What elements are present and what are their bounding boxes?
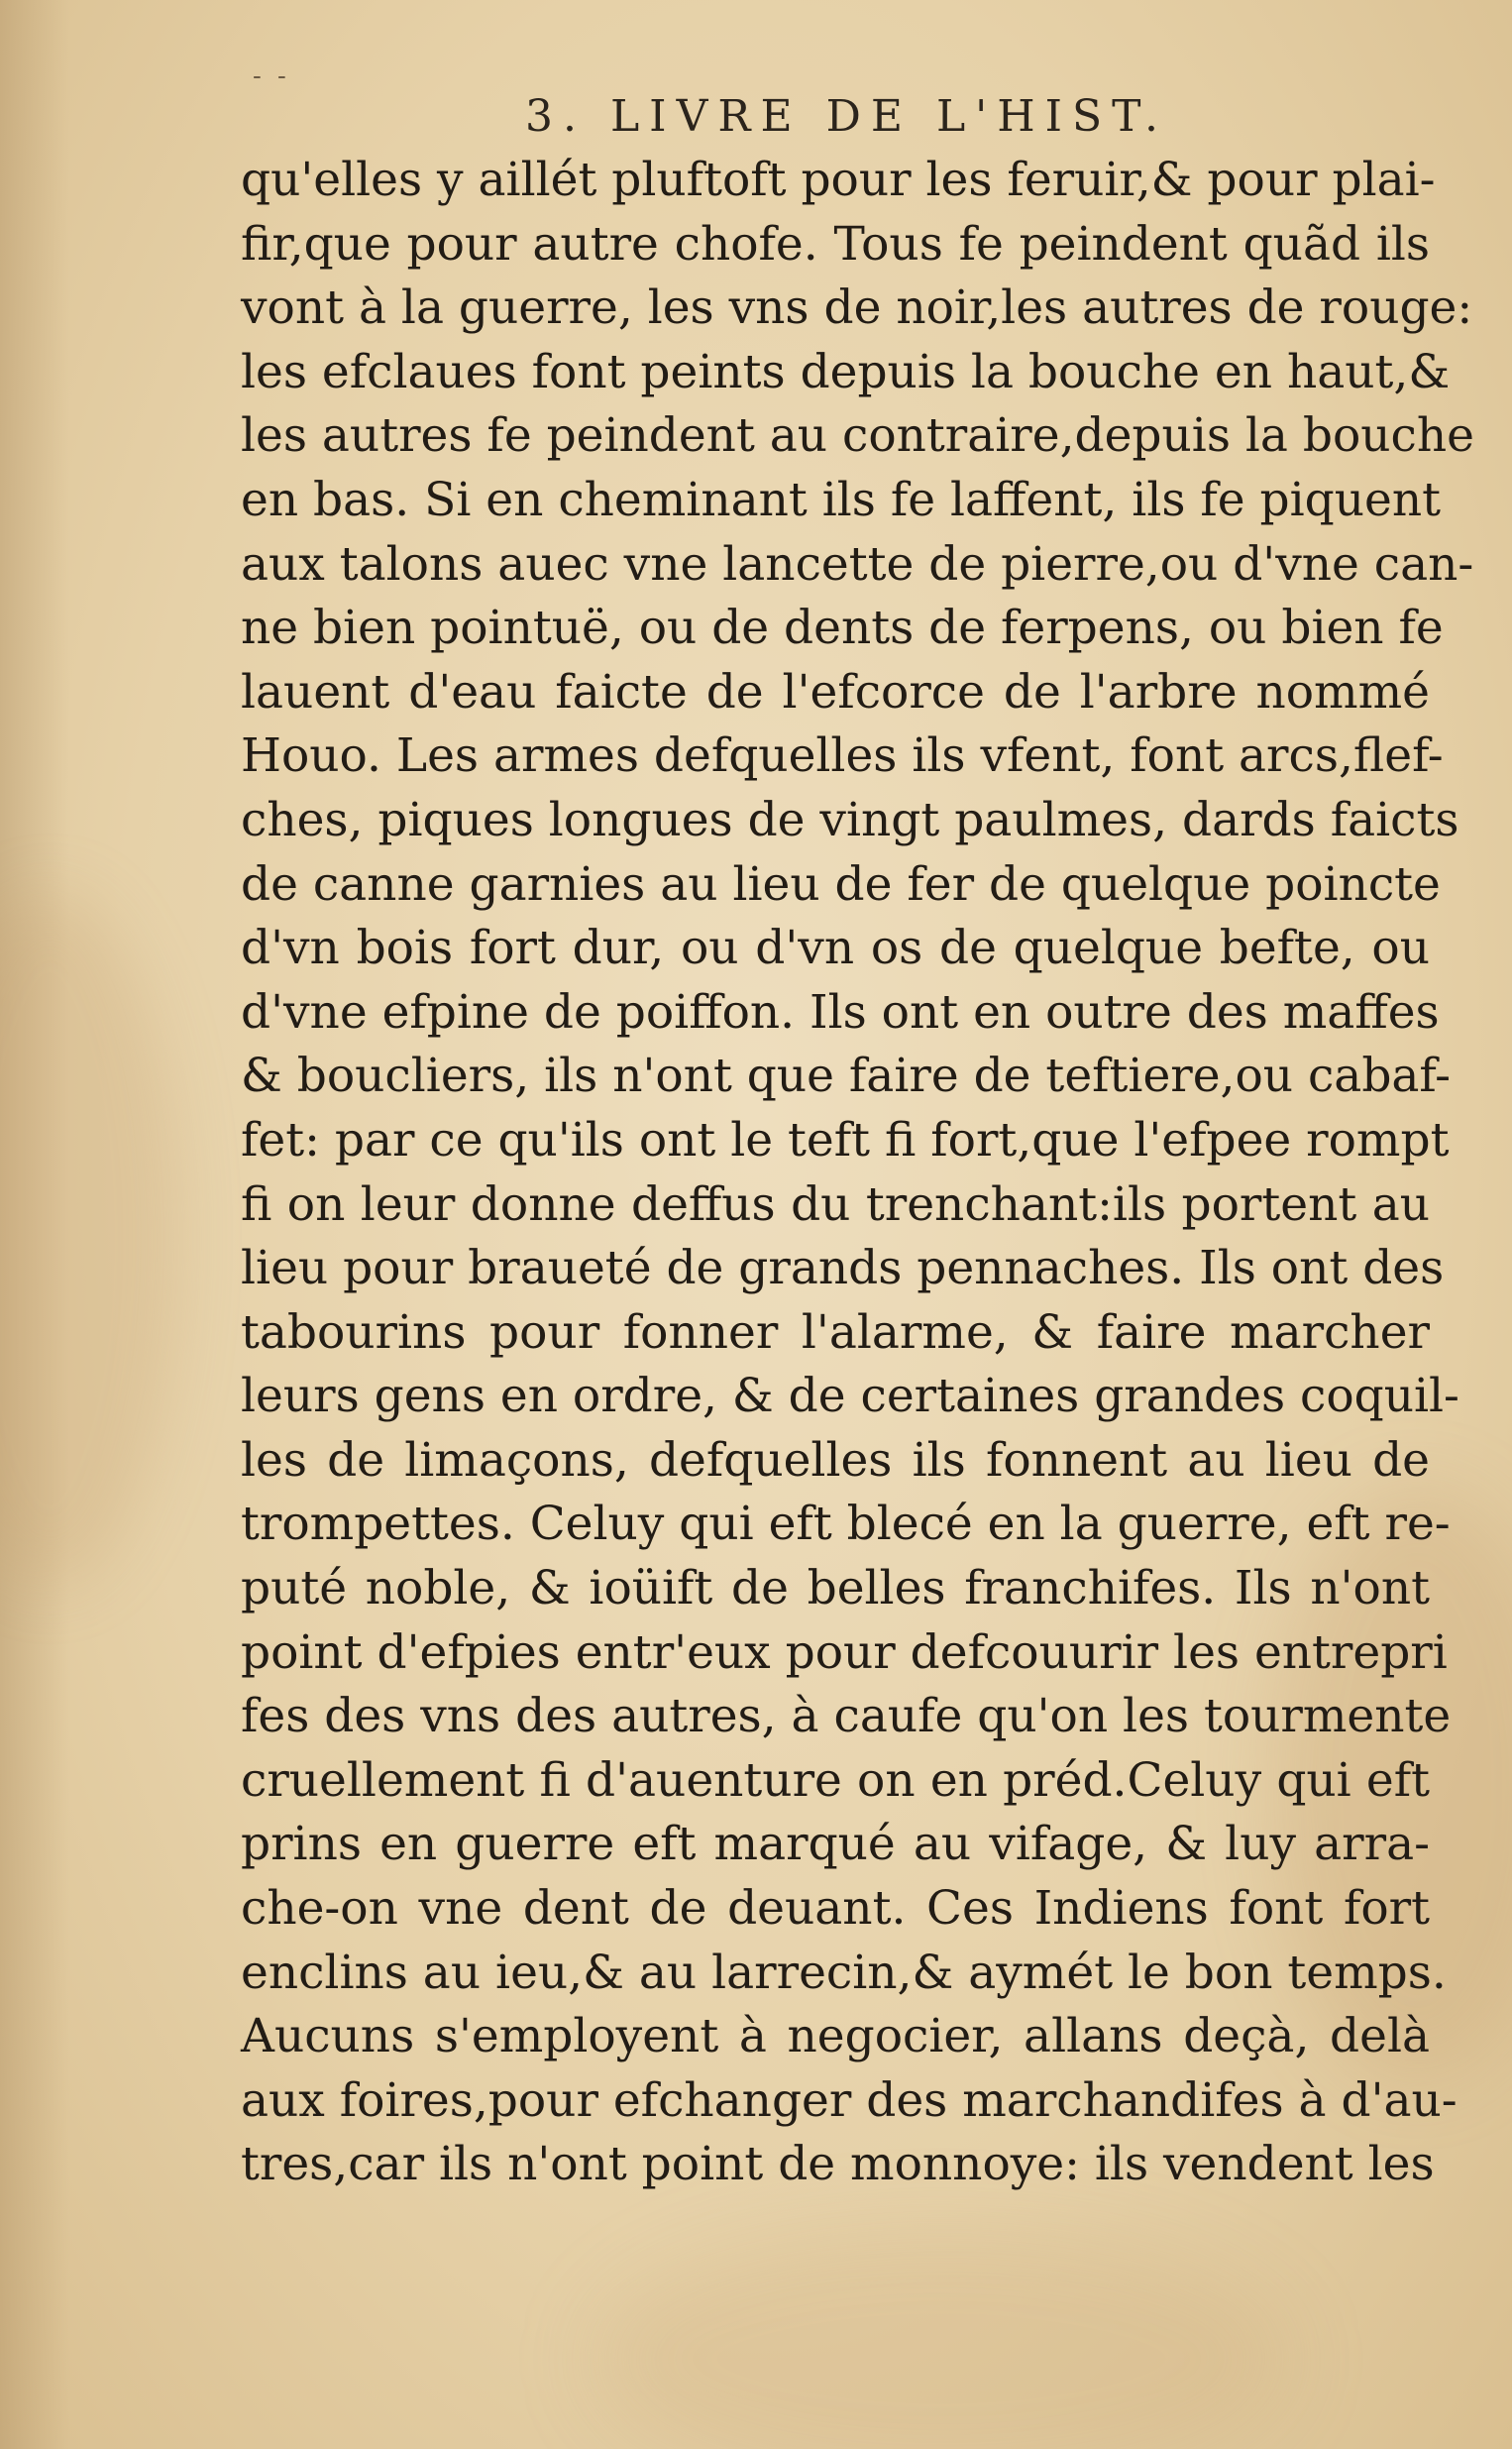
text-line: enclins au ieu,& au larrecin,& aymét le bon temps. <box>241 1945 1447 2000</box>
text-line: fir,que pour autre chofe. Tous fe peindent quãd ils <box>241 216 1430 272</box>
text-line: ches, piques longues de vingt paulmes, dards faicts <box>241 792 1459 847</box>
text-line: qu'elles y aillét pluftoft pour les feruir,& pour plai- <box>241 153 1436 207</box>
gutter-shadow <box>0 0 69 2449</box>
text-line: de canne garnies au lieu de fer de quelque poincte <box>241 856 1441 912</box>
text-line: point d'efpies entr'eux pour defcouurir les entrepri <box>241 1624 1448 1680</box>
text-line: fet: par ce qu'ils ont le teft fi fort,que l'efpee rompt <box>241 1112 1450 1168</box>
margin-mark: - - <box>253 61 290 91</box>
text-line: aux foires,pour efchanger des marchandifes à d'au- <box>241 2072 1458 2128</box>
text-line: ne bien pointuë, ou de dents de ferpens, ou bien fe <box>241 601 1444 656</box>
text-line: les de limaçons, defquelles ils fonnent au lieu de <box>241 1432 1430 1488</box>
text-line: les efclaues font peints depuis la bouche en haut,& <box>241 344 1451 399</box>
text-line: fes des vns des autres, à caufe qu'on les tourmente <box>241 1689 1452 1744</box>
text-line: fi on leur donne deffus du trenchant:ils portent au <box>241 1176 1430 1232</box>
text-line: Aucuns s'employent à negocier, allans deçà, delà <box>241 2009 1430 2064</box>
text-line: vont à la guerre, les vns de noir,les autres de rouge: <box>241 280 1473 336</box>
text-line: tabourins pour fonner l'alarme, & faire marcher <box>241 1304 1430 1360</box>
body-text <box>241 149 1474 2197</box>
text-line: lieu pour braueté de grands pennaches. Ils ont des <box>241 1241 1445 1296</box>
text-line: puté noble, & ioüift de belles franchifes. Ils n'ont <box>241 1561 1430 1616</box>
text-line: leurs gens en ordre, & de certaines grandes coquil- <box>241 1369 1459 1424</box>
text-line: tres,car ils n'ont point de monnoye: ils vendent les <box>241 2137 1435 2192</box>
text-line: trompettes. Celuy qui eft blecé en la guerre, eft re- <box>241 1497 1451 1552</box>
text-line: Houo. Les armes defquelles ils vfent, font arcs,flef- <box>241 728 1444 784</box>
text-line: che-on vne dent de deuant. Ces Indiens font fort <box>241 1881 1430 1937</box>
text-line: d'vn bois fort dur, ou d'vn os de quelque befte, ou <box>241 921 1430 976</box>
text-line: lauent d'eau faicte de l'efcorce de l'arbre nommé <box>241 664 1430 720</box>
running-head: 3. LIVRE DE L'HIST. <box>525 91 1169 142</box>
text-line: cruellement fi d'auenture on en préd.Celuy qui eft <box>241 1752 1430 1808</box>
text-line: en bas. Si en cheminant ils fe laffent, ils fe piquent <box>241 472 1442 527</box>
text-line: & boucliers, ils n'ont que faire de teftiere,ou cabaf- <box>241 1049 1452 1104</box>
text-line: aux talons auec vne lancette de pierre,ou d'vne can- <box>241 536 1474 592</box>
text-line: les autres fe peindent au contraire,depuis la bouche <box>241 408 1474 464</box>
paper-stain <box>594 2230 1288 2449</box>
text-line: d'vne efpine de poiffon. Ils ont en outre des maffes <box>241 984 1440 1040</box>
text-line: prins en guerre eft marqué au vifage, & luy arra- <box>241 1817 1430 1872</box>
